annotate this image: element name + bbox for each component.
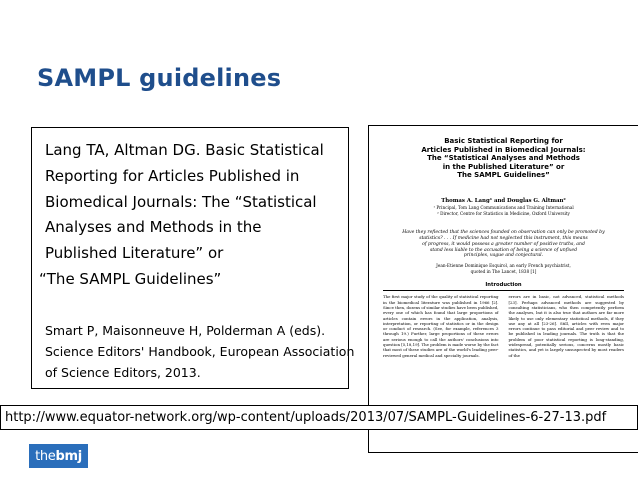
- slide-title: SAMPL guidelines: [37, 64, 282, 92]
- paper-affiliations: [377, 205, 630, 216]
- paper-column-right: errors are in basic, not advanced, statistical methods [23]. Perhaps advanced methods are suggested by consulting statisticians, who then competently perform the analyses, but it is also true that authors are far more likely to use only elementary statistical methods, if they use any at all [23-26]. Still, articles with even major errors continue to pass editorial and peer review and to be published in leading journals. The truth is that the problem of poor statistical reporting is long-standing, widespread, potentially serious, concerns mostly basic statistics, and yet is largely unsuspected by most readers of the: [508, 294, 624, 358]
- citation-box: [31, 127, 355, 389]
- epigraph-line: of progress, it would possess a greater number of positive truths, and: [422, 241, 585, 247]
- paper-title-line: Articles Published in Biomedical Journals:: [421, 145, 586, 154]
- paper-epigraph: [377, 230, 630, 259]
- citation-line: Science Editors' Handbook, European Association: [45, 344, 355, 359]
- paper-page: [377, 134, 630, 450]
- citation-line: Analyses and Methods in the: [45, 218, 262, 237]
- citation-line: Reporting for Articles Published in: [45, 166, 300, 185]
- citation-line: of Science Editors, 2013.: [45, 365, 201, 380]
- epigraph-line: principles, vague and conjectural.: [463, 253, 544, 259]
- paper-divider: [383, 290, 624, 291]
- paper-authors: Thomas A. Lang¹ and Douglas G. Altman²: [441, 197, 566, 204]
- citation-line: “The SAMPL Guidelines”: [39, 269, 222, 288]
- bmj-logo: [29, 444, 88, 468]
- attribution-line: quoted in The Lancet, 1838 [1]: [470, 268, 537, 274]
- primary-citation: [39, 138, 345, 293]
- paper-affiliation: ² Director, Centre for Statistics in Medicine, Oxford University: [437, 210, 570, 216]
- epigraph-attribution: [377, 263, 630, 274]
- citation-line: Smart P, Maisonneuve H, Polderman A (eds).: [45, 323, 326, 338]
- paper-body-columns: [377, 294, 630, 358]
- citation-line: Lang TA, Altman DG. Basic Statistical: [45, 141, 324, 159]
- paper-affiliation: ¹ Principal, Tom Lang Communications and Training International: [433, 204, 574, 210]
- attribution-line: Jean-Etienne Dominique Esquirol, an early French psychiatrist,: [436, 263, 571, 269]
- citation-line: Biomedical Journals: The “Statistical: [45, 192, 317, 211]
- paper-column-left: The first major study of the quality of statistical reporting in the biomedical literature was published in 1966 [2]. Since then, dozens of similar studies have been published, every one of which has found that large proportions of articles contain errors in the application, analysis, interpretation, or reporting of statistics or in the design or conduct of research. (See, for example, references 3 through 19.) Further, large proportions of these errors are serious enough to call the authors' conclusions into question [5,18,19]. The problem is made worse by the fact that most of these studies are of the world's leading peer-reviewed general medical and specialty journals.: [383, 294, 499, 358]
- paper-title: [377, 137, 630, 180]
- source-url: http://www.equator-network.org/wp-content/uploads/2013/07/SAMPL-Guidelines-6-27-13.pdf: [0, 405, 638, 430]
- citation-line: Published Literature” or: [45, 244, 224, 263]
- epigraph-line: Have they reflected that the sciences founded on observation can only be promoted by: [402, 230, 605, 236]
- paper-thumbnail: [368, 125, 638, 453]
- logo-text-the: the: [35, 448, 56, 464]
- paper-title-line: The SAMPL Guidelines”: [457, 171, 550, 180]
- logo-text-bmj: bmj: [55, 448, 82, 464]
- paper-title-line: in the Published Literature” or: [442, 162, 565, 171]
- epigraph-line: statistics? . . . If medicine had not neglected this instrument, this means: [419, 235, 588, 241]
- paper-section-heading: Introduction: [485, 282, 522, 289]
- paper-title-line: Basic Statistical Reporting for: [444, 137, 563, 145]
- epigraph-line: stand less liable to the accusation of being a science of unfixed: [429, 247, 578, 253]
- paper-title-line: The “Statistical Analyses and Methods: [427, 154, 580, 163]
- secondary-citation: [45, 320, 355, 383]
